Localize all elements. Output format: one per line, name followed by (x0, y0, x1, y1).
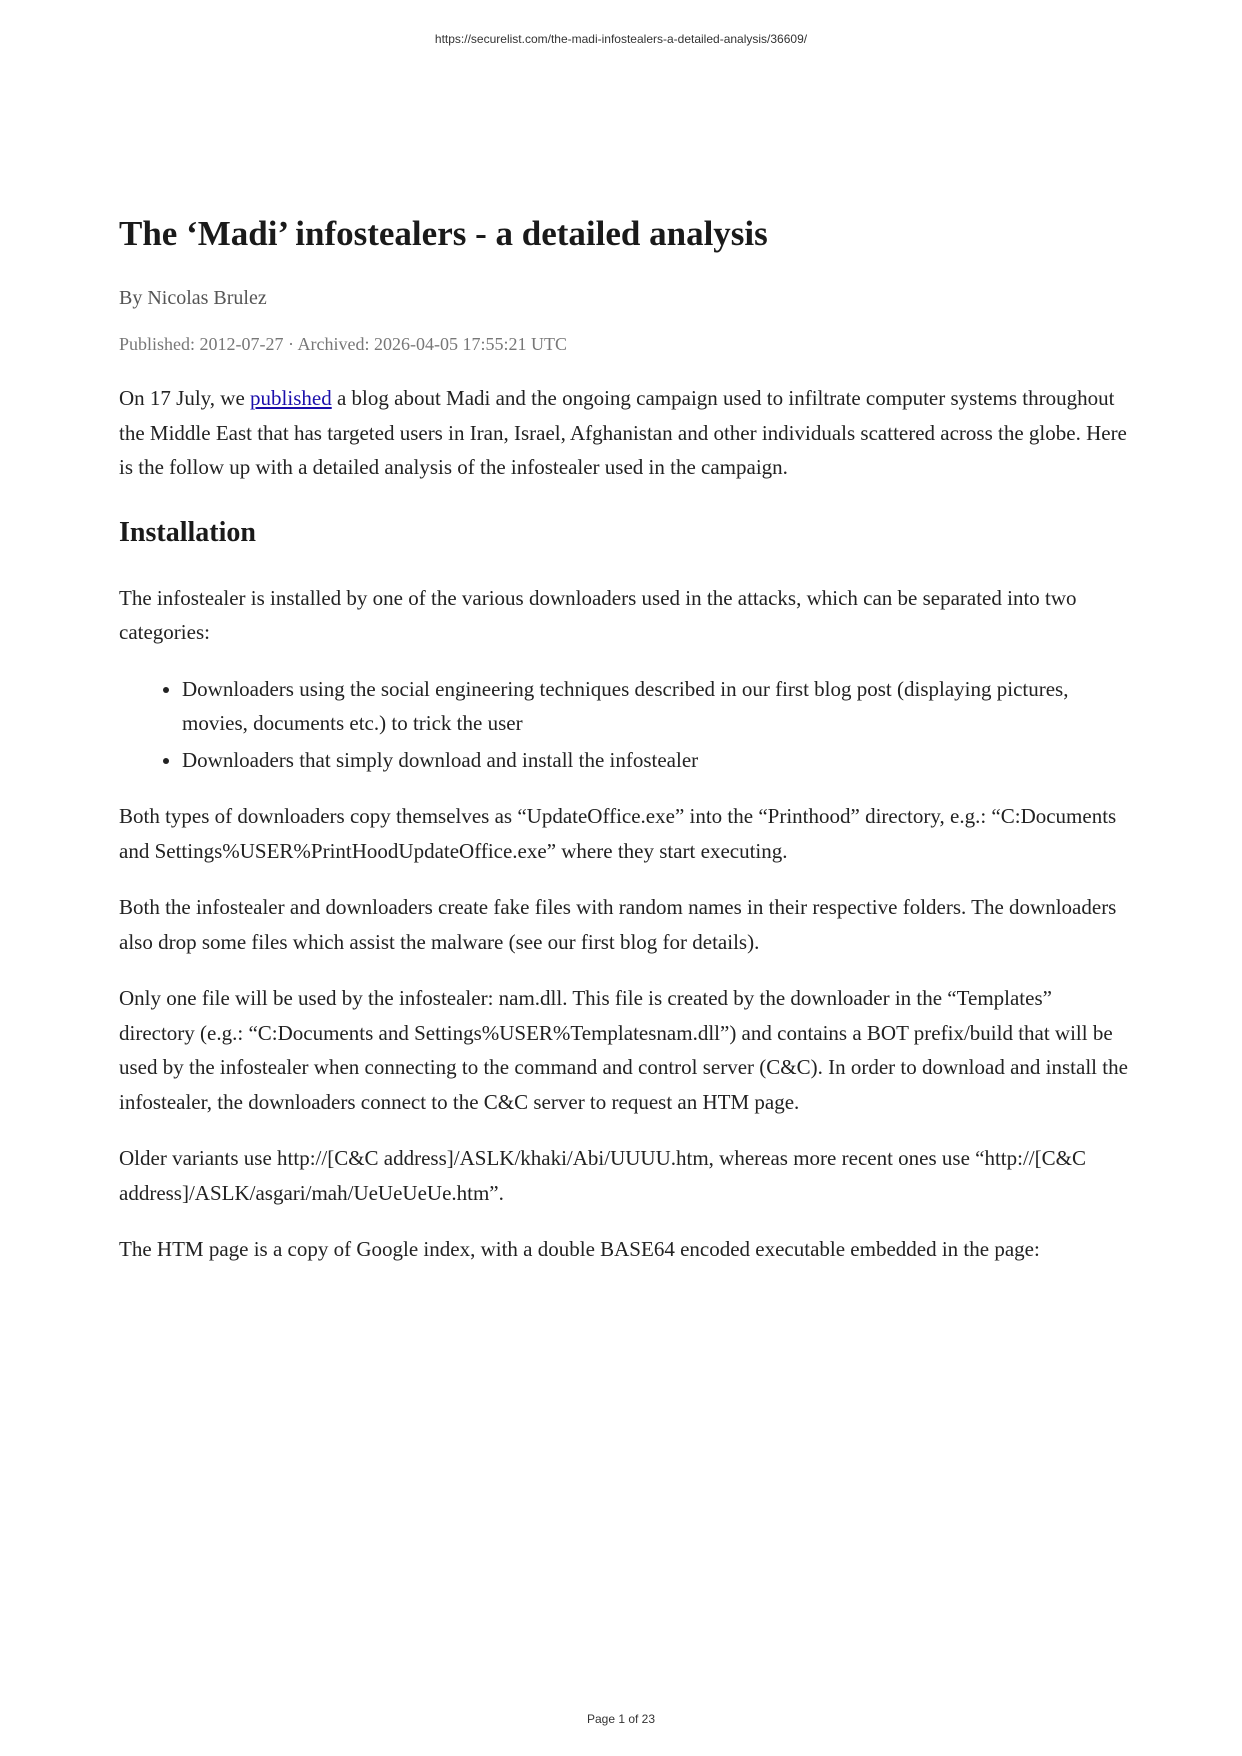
list-item: • Downloaders using the social engineering techniques described in our first blog post (displaying pictures, movies, documents etc.) to trick the user (182, 672, 1129, 741)
page-number-footer: Page 1 of 23 (586, 1712, 656, 1726)
paragraph: Both types of downloaders copy themselves as “UpdateOffice.exe” into the “Printhood” directory, e.g.: “C:Documents and Settings%USER%PrintHoodUpdateOffice.exe” where they start executing. (119, 804, 1117, 863)
page-url-header: https://securelist.com/the-madi-infostealers-a-detailed-analysis/36609/ (434, 32, 808, 46)
paragraph: Older variants use http://[C&C address]/ASLK/khaki/Abi/UUUU.htm, whereas more recent ones use “http://[C&C address]/ASLK/asgari/mah/UeUeUeUe.htm”. (119, 1146, 1086, 1205)
paragraph: Both the infostealer and downloaders create fake files with random names in their respective folders. The downloaders also drop some files which assist the malware (see our first blog for details). (119, 895, 1117, 954)
list-item: • Downloaders that simply download and install the infostealer (182, 743, 1129, 778)
intro-text-after-link: a blog about Madi and the ongoing campaign used to infiltrate computer systems throughout the Middle East that has targeted users in Iran, Israel, Afghanistan and other individuals scattered across the globe. Here is the follow up with a detailed analysis of the infostealer used in the campaign. (119, 386, 1127, 479)
section-heading-installation: Installation (119, 516, 256, 548)
article-publish-meta: Published: 2012-07-27 · Archived: 2026-04-05 17:55:21 UTC (119, 334, 567, 354)
article-content (119, 212, 1129, 1267)
intro-text-before-link: On 17 July, we (119, 386, 251, 410)
intro-paragraph (119, 381, 1129, 485)
paragraph: The HTM page is a copy of Google index, with a double BASE64 encoded executable embedded in the page: (119, 1237, 1040, 1261)
article-byline: By Nicolas Brulez (119, 287, 267, 309)
paragraph: The infostealer is installed by one of the various downloaders used in the attacks, which can be separated into two categories: (119, 585, 1077, 644)
article-title: The ‘Madi’ infostealers - a detailed analysis (119, 214, 768, 253)
downloader-categories-list (119, 672, 1129, 778)
published-link[interactable]: published (250, 386, 332, 410)
paragraph: Only one file will be used by the infostealer: nam.dll. This file is created by the downloader in the “Templates” directory (e.g.: “C:Documents and Settings%USER%Templatesnam.dll”) and contains a BOT prefix/build that will be used by the infostealer when connecting to the command and control server (C&C). In order to download and install the infostealer, the downloaders connect to the C&C server to request an HTM page. (119, 986, 1128, 1114)
